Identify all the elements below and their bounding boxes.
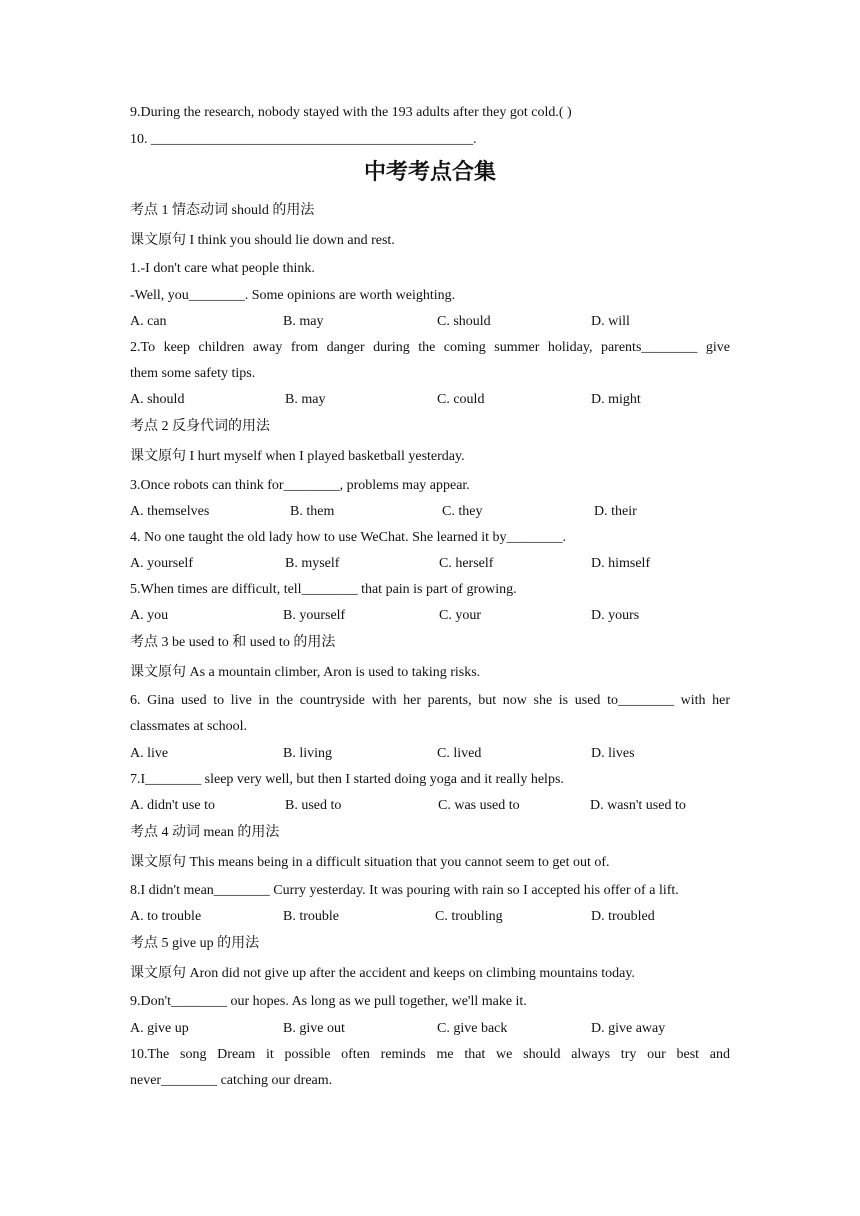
option-a[interactable]: A. should [130,392,185,407]
section-heading: 考点 5 give up 的用法 [130,936,260,951]
source-sentence: 课文原句 Aron did not give up after the accident and keeps on climbing mountains today. [130,966,635,981]
option-b[interactable]: B. trouble [283,909,339,924]
source-sentence: 课文原句 I think you should lie down and rest. [130,233,395,248]
page-title: 中考考点合集 [363,160,496,185]
option-a[interactable]: A. to trouble [130,909,202,924]
option-b[interactable]: B. may [285,392,326,407]
option-c[interactable]: C. lived [437,746,482,761]
question-line: 1.-I don't care what people think. [130,261,315,276]
question-line: never________ catching our dream. [130,1073,333,1088]
question-line: them some safety tips. [130,366,256,381]
option-a[interactable]: A. can [130,314,167,329]
option-b[interactable]: B. yourself [283,608,346,623]
source-sentence: 课文原句 As a mountain climber, Aron is used to taking risks. [130,665,481,680]
prev-q10: 10. ______________________________________________. [130,132,477,147]
option-a[interactable]: A. live [130,746,169,761]
section-heading: 考点 3 be used to 和 used to 的用法 [130,635,336,650]
question-line: 4. No one taught the old lady how to use WeChat. She learned it by________. [130,530,567,545]
question-line: 2.To keep children away from danger during the coming summer holiday, parents________ give [130,340,730,355]
option-b[interactable]: B. living [283,746,333,761]
option-d[interactable]: D. yours [591,608,640,623]
question-line: 7.I________ sleep very well, but then I started doing yoga and it really helps. [130,772,564,787]
option-d[interactable]: D. their [594,504,637,519]
option-c[interactable]: C. could [437,392,485,407]
option-a[interactable]: A. you [130,608,169,623]
option-d[interactable]: D. wasn't used to [590,798,686,813]
option-c[interactable]: C. give back [437,1021,508,1036]
question-line: 8.I didn't mean________ Curry yesterday. It was pouring with rain so I accepted his offer of a lift. [130,883,679,898]
option-a[interactable]: A. give up [130,1021,189,1036]
question-line: 5.When times are difficult, tell________ that pain is part of growing. [130,582,517,597]
option-a[interactable]: A. themselves [130,504,210,519]
question-line: 9.Don't________ our hopes. As long as we pull together, we'll make it. [130,994,527,1009]
option-a[interactable]: A. yourself [130,556,193,571]
option-b[interactable]: B. myself [285,556,340,571]
option-d[interactable]: D. will [591,314,630,329]
option-c[interactable]: C. was used to [438,798,520,813]
question-line: classmates at school. [130,719,248,734]
source-sentence: 课文原句 I hurt myself when I played basketball yesterday. [130,449,465,464]
option-c[interactable]: C. they [442,504,483,519]
option-d[interactable]: D. give away [591,1021,666,1036]
option-d[interactable]: D. himself [591,556,651,571]
option-a[interactable]: A. didn't use to [130,798,215,813]
option-d[interactable]: D. might [591,392,641,407]
section-heading: 考点 4 动词 mean 的用法 [130,825,280,840]
question-line: 6. Gina used to live in the countryside with her parents, but now she is used to________ with her [130,693,730,708]
option-b[interactable]: B. them [290,504,335,519]
question-line: -Well, you________. Some opinions are worth weighting. [130,288,456,303]
option-c[interactable]: C. herself [439,556,494,571]
option-d[interactable]: D. lives [591,746,635,761]
section-heading: 考点 1 情态动词 should 的用法 [130,203,315,218]
question-line: 10.The song Dream it possible often reminds me that we should always try our best and [130,1047,730,1062]
option-c[interactable]: C. your [439,608,481,623]
question-line: 3.Once robots can think for________, problems may appear. [130,478,470,493]
prev-q9: 9.During the research, nobody stayed with the 193 adults after they got cold.( ) [130,105,572,120]
option-b[interactable]: B. may [283,314,324,329]
section-heading: 考点 2 反身代词的用法 [130,419,270,434]
option-c[interactable]: C. troubling [435,909,503,924]
option-c[interactable]: C. should [437,314,491,329]
option-d[interactable]: D. troubled [591,909,655,924]
option-b[interactable]: B. give out [283,1021,345,1036]
source-sentence: 课文原句 This means being in a difficult situation that you cannot seem to get out of. [130,855,610,870]
option-b[interactable]: B. used to [285,798,342,813]
